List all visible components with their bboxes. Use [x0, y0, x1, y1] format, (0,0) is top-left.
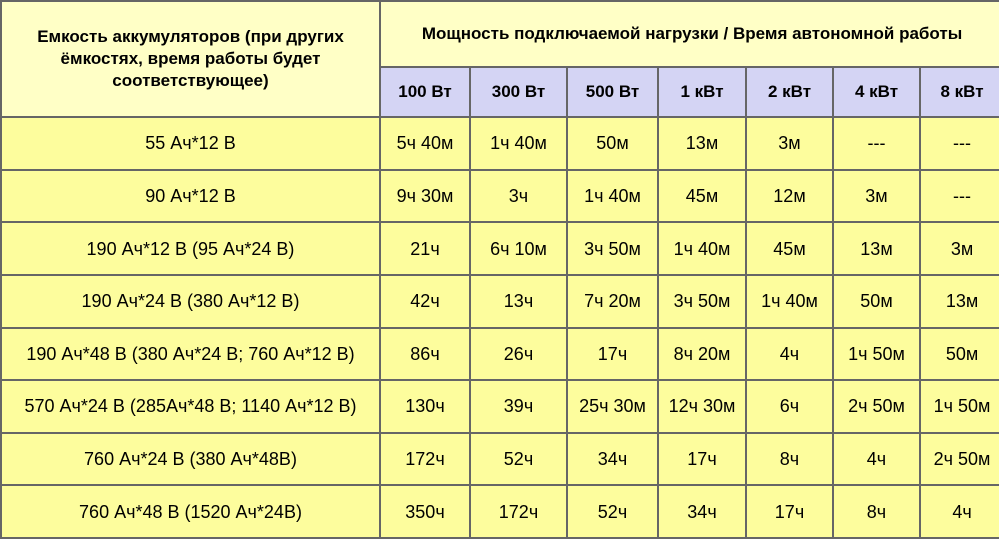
runtime-cell: 130ч [381, 381, 469, 432]
runtime-cell: 3ч 50м [568, 223, 657, 274]
runtime-cell: 21ч [381, 223, 469, 274]
runtime-cell: --- [834, 118, 919, 169]
runtime-cell: 13м [921, 276, 999, 327]
capacity-cell: 55 Ач*12 В [2, 118, 379, 169]
power-header-cell: 4 кВт [834, 68, 919, 116]
runtime-cell: 4ч [834, 434, 919, 485]
capacity-column-header: Емкость аккумуляторов (при других ёмкостях, время работы будет соответствующее) [2, 2, 379, 116]
load-runtime-header: Мощность подключаемой нагрузки / Время автономной работы [381, 2, 999, 66]
runtime-cell: 52ч [471, 434, 566, 485]
table-row [2, 434, 999, 485]
runtime-cell: 34ч [659, 486, 745, 537]
table-header [2, 2, 999, 116]
table-row [2, 171, 999, 222]
runtime-cell: 13м [834, 223, 919, 274]
runtime-cell: 3м [834, 171, 919, 222]
runtime-cell: 7ч 20м [568, 276, 657, 327]
runtime-cell: 26ч [471, 329, 566, 380]
runtime-cell: 12м [747, 171, 832, 222]
runtime-cell: 8ч 20м [659, 329, 745, 380]
runtime-cell: --- [921, 118, 999, 169]
capacity-cell: 760 Ач*24 В (380 Ач*48В) [2, 434, 379, 485]
runtime-cell: 45м [747, 223, 832, 274]
runtime-cell: 2ч 50м [921, 434, 999, 485]
runtime-cell: 1ч 40м [659, 223, 745, 274]
runtime-cell: 1ч 40м [568, 171, 657, 222]
power-header-cell: 8 кВт [921, 68, 999, 116]
table-row [2, 486, 999, 537]
runtime-cell: 39ч [471, 381, 566, 432]
runtime-cell: 6ч [747, 381, 832, 432]
runtime-cell: 8ч [834, 486, 919, 537]
capacity-cell: 190 Ач*12 В (95 Ач*24 В) [2, 223, 379, 274]
runtime-cell: 4ч [747, 329, 832, 380]
runtime-cell: 52ч [568, 486, 657, 537]
table-row [2, 329, 999, 380]
runtime-cell: 1ч 40м [471, 118, 566, 169]
runtime-cell: 350ч [381, 486, 469, 537]
power-header-cell: 1 кВт [659, 68, 745, 116]
runtime-cell: 50м [921, 329, 999, 380]
table-row [2, 118, 999, 169]
runtime-cell: 5ч 40м [381, 118, 469, 169]
runtime-cell: 172ч [471, 486, 566, 537]
runtime-cell: 25ч 30м [568, 381, 657, 432]
runtime-cell: 50м [568, 118, 657, 169]
runtime-cell: 17ч [568, 329, 657, 380]
runtime-cell: 45м [659, 171, 745, 222]
runtime-cell: 34ч [568, 434, 657, 485]
runtime-cell: 86ч [381, 329, 469, 380]
runtime-cell: 1ч 50м [834, 329, 919, 380]
capacity-cell: 760 Ач*48 В (1520 Ач*24В) [2, 486, 379, 537]
runtime-cell: 17ч [747, 486, 832, 537]
runtime-cell: --- [921, 171, 999, 222]
runtime-cell: 3ч [471, 171, 566, 222]
table-body [2, 118, 999, 537]
runtime-cell: 13м [659, 118, 745, 169]
runtime-cell: 17ч [659, 434, 745, 485]
runtime-cell: 50м [834, 276, 919, 327]
power-header-cell: 100 Вт [381, 68, 469, 116]
runtime-cell: 42ч [381, 276, 469, 327]
capacity-cell: 190 Ач*24 В (380 Ач*12 В) [2, 276, 379, 327]
capacity-cell: 90 Ач*12 В [2, 171, 379, 222]
runtime-cell: 1ч 40м [747, 276, 832, 327]
runtime-cell: 3м [747, 118, 832, 169]
runtime-cell: 9ч 30м [381, 171, 469, 222]
table-row [2, 223, 999, 274]
runtime-cell: 6ч 10м [471, 223, 566, 274]
runtime-cell: 4ч [921, 486, 999, 537]
power-header-cell: 500 Вт [568, 68, 657, 116]
header-row-top [2, 2, 999, 66]
runtime-cell: 172ч [381, 434, 469, 485]
capacity-cell: 190 Ач*48 В (380 Ач*24 В; 760 Ач*12 В) [2, 329, 379, 380]
runtime-cell: 13ч [471, 276, 566, 327]
capacity-cell: 570 Ач*24 В (285Ач*48 В; 1140 Ач*12 В) [2, 381, 379, 432]
power-header-cell: 300 Вт [471, 68, 566, 116]
runtime-cell: 3м [921, 223, 999, 274]
table-row [2, 381, 999, 432]
runtime-cell: 3ч 50м [659, 276, 745, 327]
table-row [2, 276, 999, 327]
runtime-cell: 12ч 30м [659, 381, 745, 432]
runtime-cell: 8ч [747, 434, 832, 485]
runtime-cell: 2ч 50м [834, 381, 919, 432]
power-header-cell: 2 кВт [747, 68, 832, 116]
runtime-cell: 1ч 50м [921, 381, 999, 432]
